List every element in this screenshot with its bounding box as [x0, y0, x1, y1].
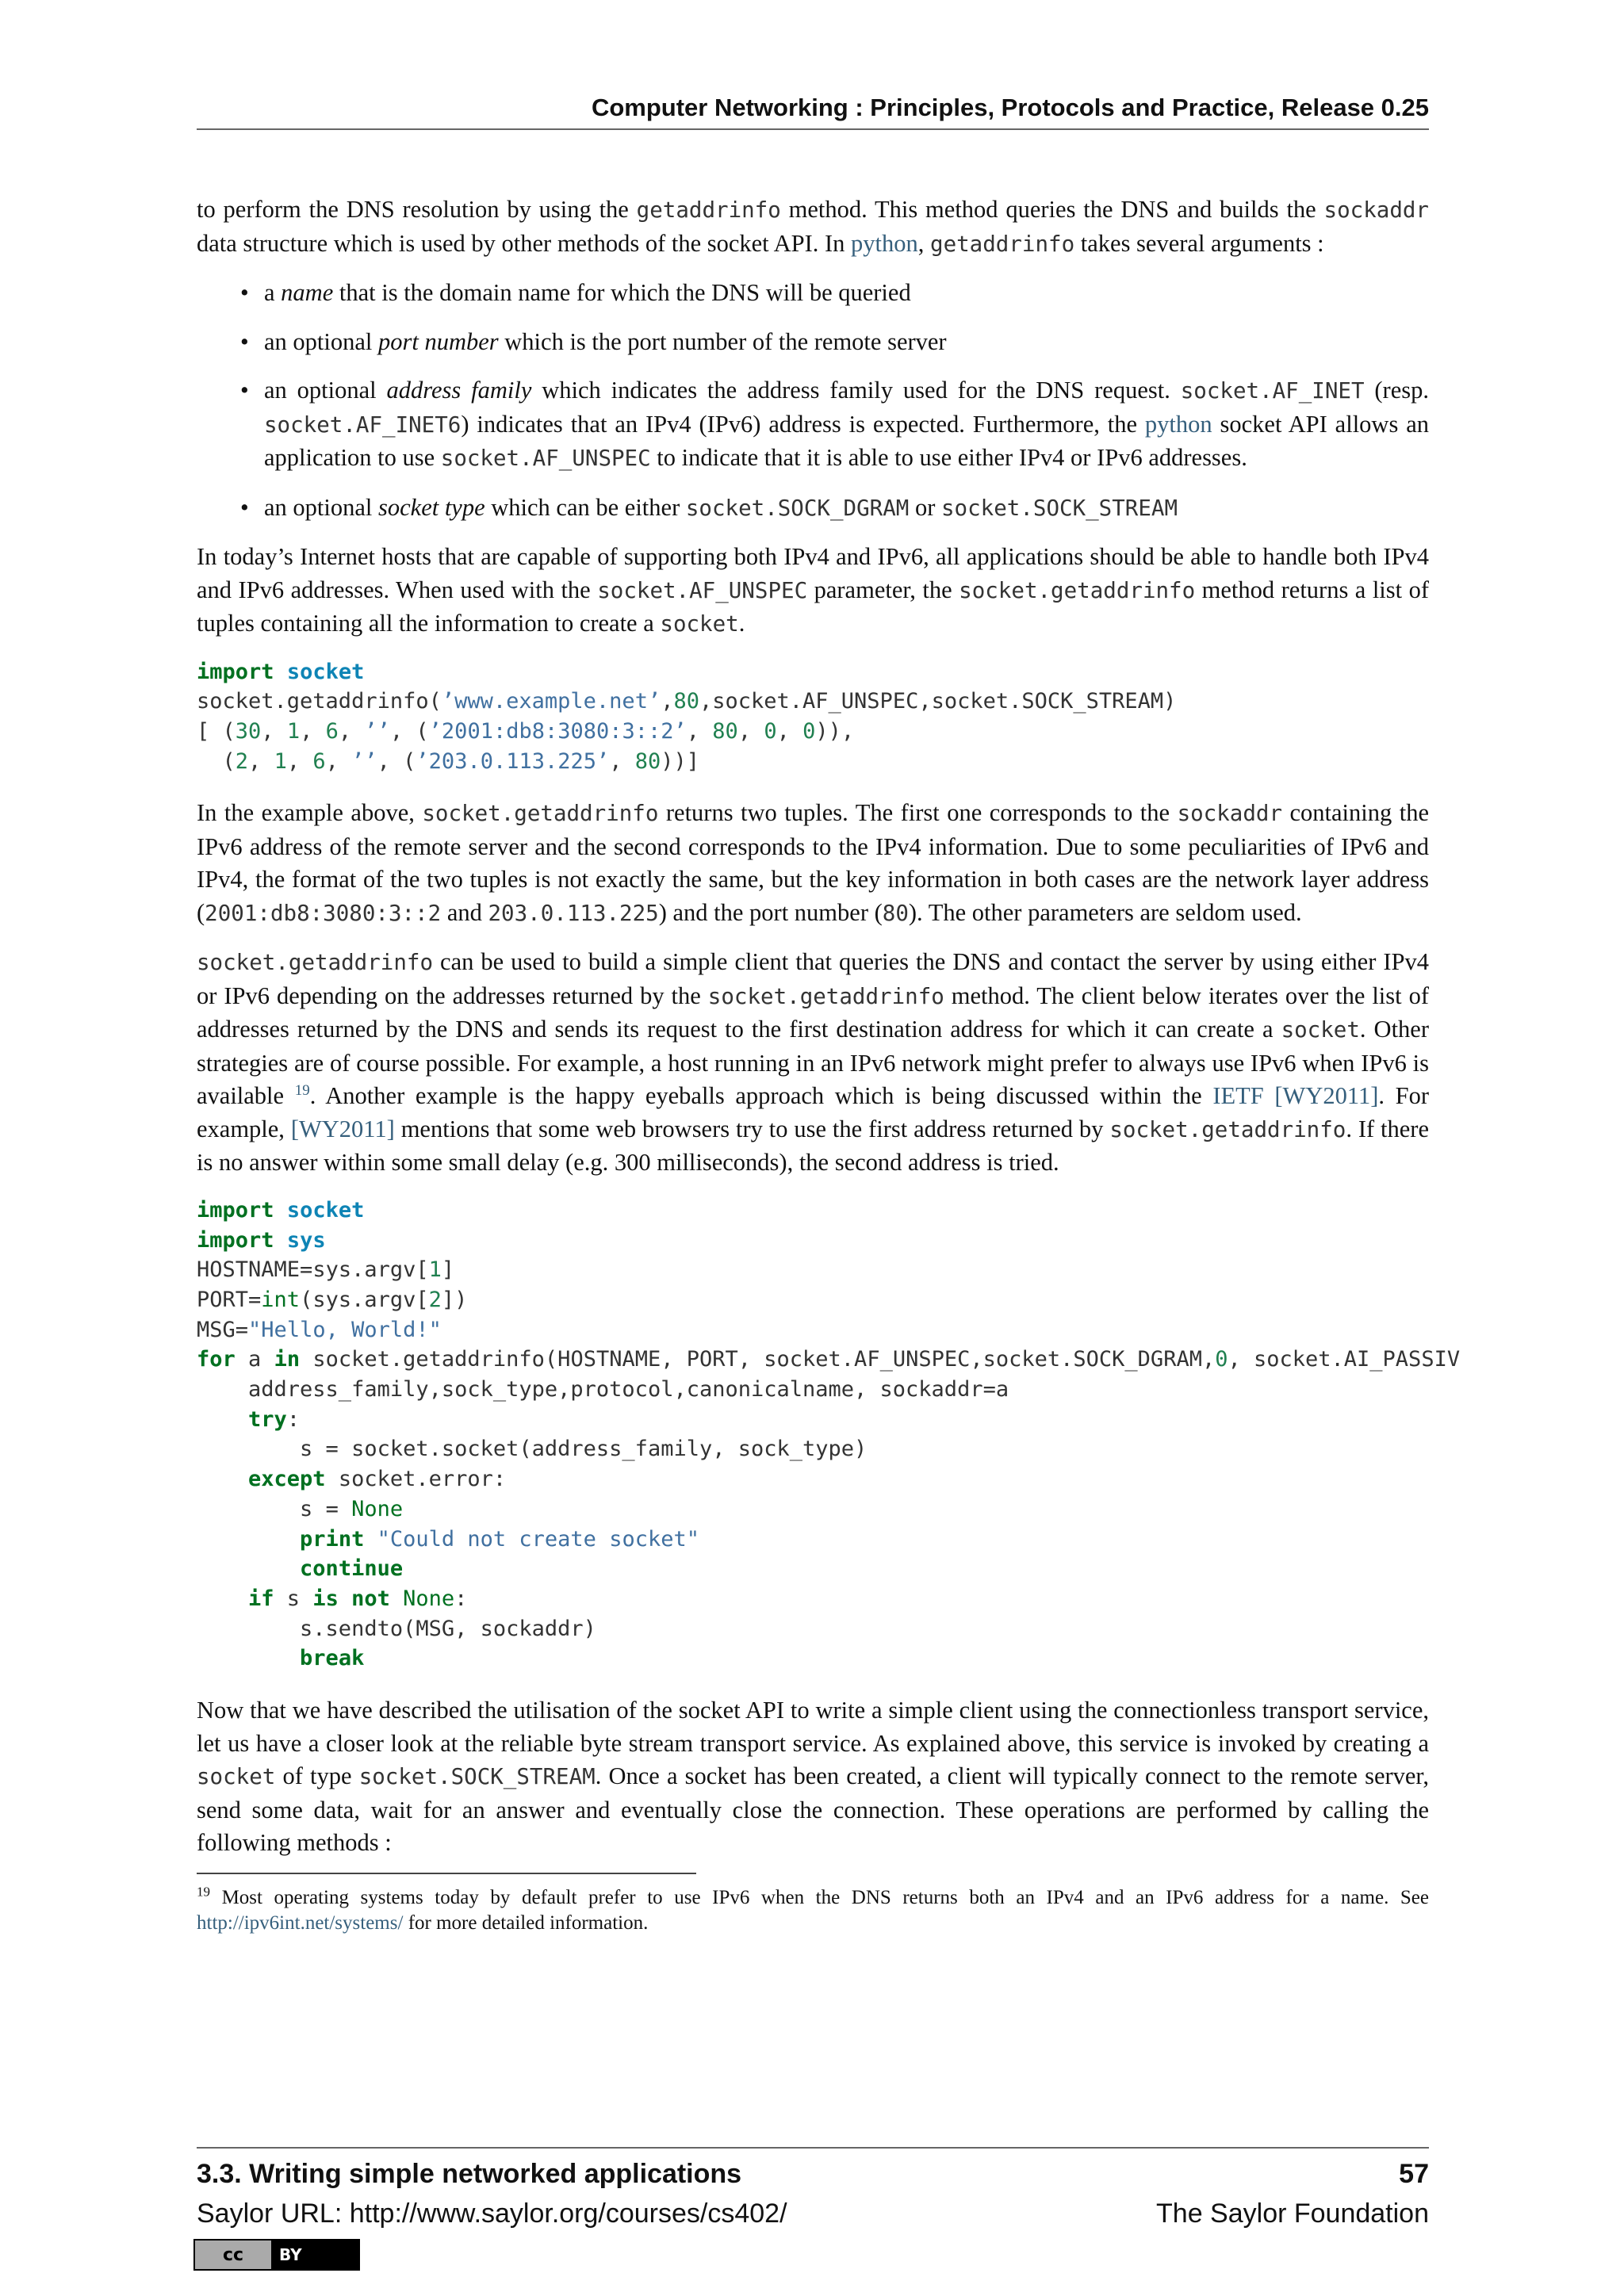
footnote-divider [197, 1873, 696, 1874]
paragraph-simple-client: socket.getaddrinfo can be used to build a simple client that queries the DNS and contact the server by using either IPv4 or IPv6 depending on the addresses returned by the socket.getaddrinfo method. The client below iterates over the list of addresses returned by the DNS and sends its request to the first destination address for which it can create a socket. Other strategies are of course possible. For example, a host running in an IPv6 network might prefer to always use IPv6 when IPv6 is available $^{19}$. Another example is the happy eyeballs approach which is being discussed within the IETF [WY2011]. For example, [WY2011] mentions that some web browsers try to use the first address returned by socket.getaddrinfo. If there is no answer within some small delay (e.g. 300 milliseconds), the second address is tried. [197, 948, 1430, 1177]
cc-icon: cc [195, 2241, 271, 2269]
citation-wy2011-link[interactable]: [WY2011] [1274, 1082, 1379, 1110]
footer-url: Saylor URL: http://www.saylor.org/courses/cs402/ [197, 2198, 787, 2229]
by-icon: BY [279, 2245, 302, 2264]
page-footer [197, 2147, 1429, 2231]
footer-org: The Saylor Foundation [1156, 2198, 1429, 2229]
footnote-ref-19[interactable]: 19 [294, 1082, 310, 1100]
page-number: 57 [1399, 2159, 1429, 2189]
paragraph-dual-stack: In today’s Internet hosts that are capable of supporting both IPv4 and IPv6, all applications should be able to handle both IPv4 and IPv6 addresses. When used with the socket.AF_UNSPEC parameter, the socket.getaddrinfo method returns a list of tuples containing all the information to create a socket. [197, 543, 1430, 637]
paragraph-getaddrinfo-intro: to perform the DNS resolution by using the getaddrinfo method. This method queries the DNS and builds the sockaddr data structure which is used by other methods of the socket API. In python, getaddrinfo takes several arguments : [197, 196, 1429, 257]
paragraph-example-explained: In the example above, socket.getaddrinfo returns two tuples. The first one corresponds to the sockaddr containing the IPv6 address of the remote server and the second corresponds to the IPv4 information. Due to some peculiarities of IPv6 and IPv4, the format of the two tuples is not exactly the same, but the key information in both cases are the network layer address (2001:db8:3080:3::2 and 203.0.113.225) and the port number (80). The other parameters are seldom used. [197, 799, 1429, 926]
cc-by-license-badge [193, 2239, 360, 2271]
arguments-list [197, 277, 1429, 525]
python-link[interactable]: python [851, 229, 918, 257]
citation-wy2011-link[interactable]: [WY2011] [290, 1115, 395, 1142]
code-block-client: import socket import sys HOSTNAME=sys.argv[1] PORT=int(sys.argv[2]) MSG="Hello, World!" for a in socket.getaddrinfo(HOSTNAME, PORT, socket.AF_UNSPEC,socket.SOCK_DGRAM,0, socket.AI_PASSIV address_family,sock_type,protocol,canonicalname, sockaddr=a try: s = socket.socket(address_family, sock_type) except socket.error: s = None print "Could not create socket" continue if s is not None: s.sendto(MSG, sockaddr) break [197, 1197, 1461, 1671]
running-header: Computer Networking : Principles, Protocols and Practice, Release 0.25 [197, 94, 1429, 130]
list-item: • an optional address family which indicates the address family used for the DNS request. socket.AF_INET (resp. socket.AF_INET6) indicates that an IPv4 (IPv6) address is expected. Furthermore, the python socket API allows an application to use socket.AF_UNSPEC to indicate that it is able to use either IPv4 or IPv6 addresses. [264, 374, 1429, 476]
paragraph-stream-service: Now that we have described the utilisation of the socket API to write a simple client using the connectionless transport service, let us have a closer look at the reliable byte stream transport service. As explained above, this service is invoked by creating a socket of type socket.SOCK_STREAM. Once a socket has been created, a client will typically connect to the remote server, send some data, wait for an answer and eventually close the connection. These operations are performed by calling the following methods : [197, 1697, 1429, 1857]
footnote-19: $^{19}$ Most operating systems today by default prefer to use IPv6 when the DNS returns both an IPv4 and an IPv6 address for a name. See http://ipv6int.net/systems/ for more detailed information. [197, 1884, 1429, 1934]
code-block-getaddrinfo: import socket socket.getaddrinfo(’www.example.net’,80,socket.AF_UNSPEC,socket.SOCK_STREAM) [ (30, 1, 6, ’’, (’2001:db8:3080:3::2’, 80, 0, 0)), (2, 1, 6, ’’, (’203.0.113.225’, 80))] [197, 659, 1177, 774]
list-item: • an optional socket type which can be either socket.SOCK_DGRAM or socket.SOCK_STREAM [264, 492, 1429, 526]
list-item: • a name that is the domain name for which the DNS will be queried [264, 277, 1429, 310]
list-item: • an optional port number which is the port number of the remote server [264, 326, 1429, 359]
ietf-link[interactable]: IETF [1212, 1082, 1264, 1110]
ipv6int-link[interactable]: http://ipv6int.net/systems/ [197, 1911, 404, 1934]
footer-section-title: 3.3. Writing simple networked applications [197, 2159, 742, 2189]
python-link[interactable]: python [1144, 410, 1212, 438]
page-content [197, 193, 1461, 1936]
